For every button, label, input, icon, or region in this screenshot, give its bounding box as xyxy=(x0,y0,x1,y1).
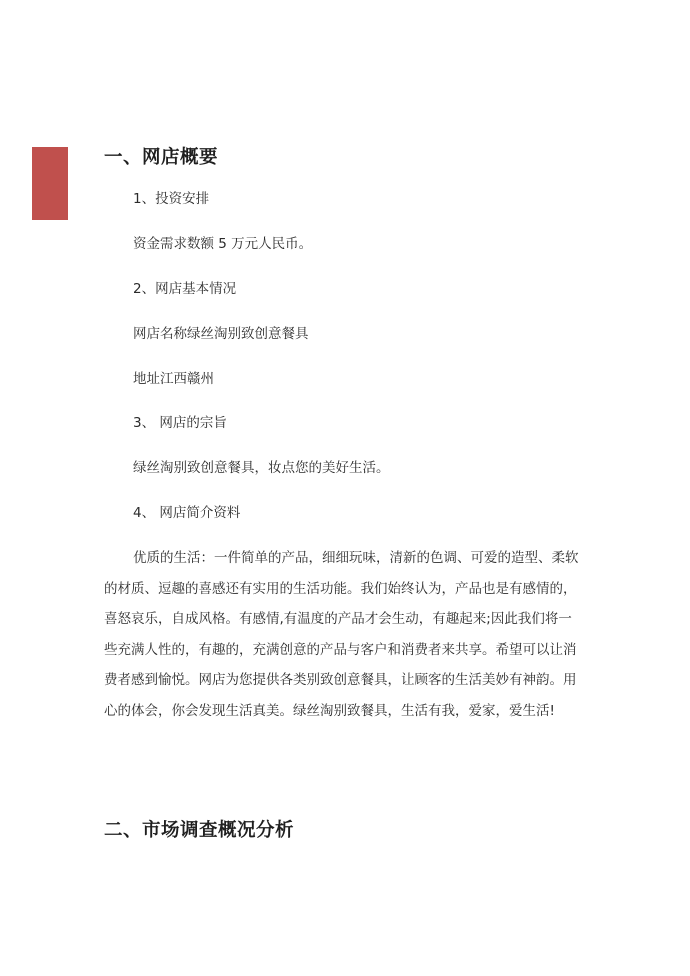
intro-line: 优质的生活：一件简单的产品，细细玩味，清新的色调、可爱的造型、柔软 xyxy=(133,550,579,566)
intro-line: 费者感到愉悦。网店为您提供各类别致创意餐具，让顾客的生活美妙有神韵。用 xyxy=(104,672,577,688)
section-2-heading: 二、市场调查概况分析 xyxy=(104,820,295,841)
item-address: 地址江西赣州 xyxy=(133,371,214,387)
intro-line: 的材质、逗趣的喜感还有实用的生活功能。我们始终认为，产品也是有感情的， xyxy=(104,580,577,597)
item-shop-name: 网店名称绿丝淘别致创意餐具 xyxy=(133,326,309,342)
item-basic-info-heading: 2、网店基本情况 xyxy=(133,281,237,297)
section-1-heading: 一、网店概要 xyxy=(104,147,219,168)
item-investment-heading: 1、投资安排 xyxy=(133,191,210,207)
intro-paragraph xyxy=(104,543,592,726)
item-purpose-heading: 3、 网店的宗旨 xyxy=(133,415,227,431)
item-purpose-text: 绿丝淘别致创意餐具，妆点您的美好生活。 xyxy=(133,460,390,476)
intro-line: 心的体会，你会发现生活真美。绿丝淘别致餐具，生活有我，爱家，爱生活! xyxy=(104,702,555,719)
item-intro-heading: 4、 网店简介资料 xyxy=(133,505,241,521)
item-investment-amount: 资金需求数额 5 万元人民币。 xyxy=(133,236,313,252)
intro-line: 些充满人性的，有趣的，充满创意的产品与客户和消费者来共享。希望可以让消 xyxy=(104,641,577,658)
section-accent-bar xyxy=(32,147,68,220)
intro-line: 喜怒哀乐，自成风格。有感情,有温度的产品才会生动，有趣起来;因此我们将一 xyxy=(104,611,572,627)
